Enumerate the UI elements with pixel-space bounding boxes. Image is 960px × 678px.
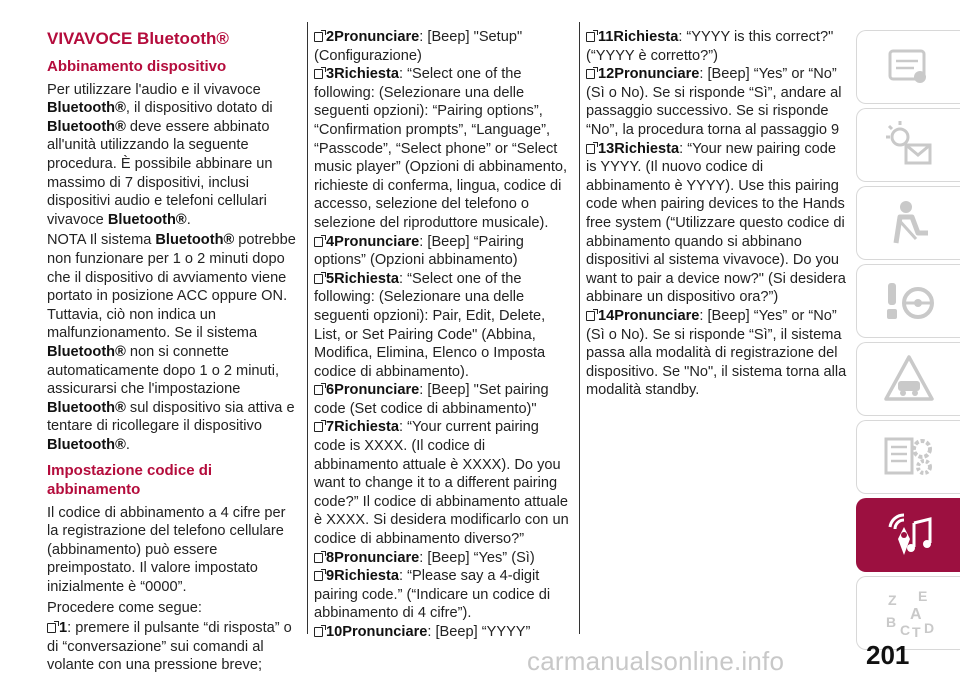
step-marker-icon: [586, 69, 595, 79]
step-12: 12Pronunciare: [Beep] “Yes” or “No” (Sì o No). Se si risponde “Sì”, andare al passaggio successivo. Se si risponde “No”, la procedura torna al passaggio 9: [586, 66, 842, 138]
svg-text:A: A: [909, 606, 922, 623]
step-1: 1: premere il pulsante “di risposta” o di “conversazione” sui comandi al volante con una pressione breve;: [47, 620, 292, 674]
column-2: [314, 28, 569, 642]
step-marker-icon: [47, 623, 56, 633]
step-5: 5Richiesta: “Select one of the following: (Selezionare una delle seguenti opzioni): Pair, Edit, Delete, List, or Set Pairing Code" (Abbina, Modifica, Elimina, Elenco o Imposta codice di abbinamento).: [314, 270, 546, 380]
heading-pairing: Abbinamento dispositivo: [47, 58, 227, 75]
tab-starting-driving[interactable]: [856, 264, 960, 338]
step-11: 11Richiesta: “YYYY is this correct?" (“YYYY è corretto?”): [586, 29, 834, 64]
column-divider: [579, 22, 580, 634]
paragraph-pairing: Per utilizzare l'audio e il vivavoce Bluetooth®, il dispositivo dotato di Bluetooth® deve essere abbinato all'unità utilizzando la seguente procedura. È possibile abbinare un massimo di 7 dispositivi, inclusi dispositivi audio e telefoni cellulari vivavoce Bluetooth®.: [47, 81, 273, 228]
svg-text:E: E: [917, 588, 927, 604]
chapter-tabs: [856, 30, 960, 654]
step-marker-icon: [314, 385, 323, 395]
tab-car-info[interactable]: [856, 30, 960, 104]
svg-text:B: B: [885, 614, 896, 630]
tab-multimedia[interactable]: [856, 498, 960, 572]
step-4: 4Pronunciare: [Beep] “Pairing options” (Opzioni abbinamento): [314, 233, 524, 269]
svg-text:D: D: [923, 620, 934, 636]
step-2: 2Pronunciare: [Beep] "Setup" (Configurazione): [314, 29, 523, 64]
step-8: 8Pronunciare: [Beep] “Yes” (Sì): [314, 549, 569, 568]
step-marker-icon: [314, 69, 323, 79]
step-marker-icon: [314, 274, 323, 284]
car-info-icon: [878, 37, 940, 97]
column-3: [586, 28, 848, 400]
emergency-icon: [878, 349, 940, 409]
step-marker-icon: [586, 32, 595, 42]
step-marker-icon: [314, 553, 323, 563]
svg-text:C: C: [899, 622, 910, 638]
step-9: 9Richiesta: “Please say a 4-digit pairing code.” (“Indicare un codice di abbinamento di 4 cifre”).: [314, 568, 551, 622]
step-3: 3Richiesta: “Select one of the following: (Selezionare una delle seguenti opzioni): “Pairing options”, “Confirmation prompts”, “Language”, “Passcode”, “Select phone” or “Select music player” (Opzioni di abbinamento, richieste di conferma, lingua, codice di accesso, selezione del telefono o selezione del riproduttore musicale).: [314, 66, 568, 231]
step-marker-icon: [314, 571, 323, 581]
safety-icon: [878, 193, 940, 253]
step-14: 14Pronunciare: [Beep] “Yes” or “No” (Sì o No). Se si risponde “Sì”, il sistema passa alla modalità di registrazione del dispositivo. Se "No", il sistema torna alla modalità standby.: [586, 307, 847, 399]
column-divider: [307, 22, 308, 634]
tab-maintenance[interactable]: [856, 420, 960, 494]
paragraph-note: NOTA Il sistema Bluetooth® potrebbe non funzionare per 1 o 2 minuti dopo che il dispositivo di avviamento viene portato in posizione ACC oppure ON. Tuttavia, ciò non indica un malfunzionamento. Se il sistema Bluetooth® non si connette automaticamente dopo 1 o 2 minuti, assicurarsi che l'impostazione Bluetooth® sul dispositivo sia attiva e tentare di ricollegare il dispositivo Bluetooth®.: [47, 232, 296, 453]
step-6: 6Pronunciare: [Beep] "Set pairing code (Set codice di abbinamento)": [314, 382, 549, 417]
step-marker-icon: [314, 422, 323, 432]
svg-text:T: T: [911, 624, 921, 640]
step-marker-icon: [314, 32, 323, 42]
starting-driving-icon: [878, 271, 940, 331]
multimedia-icon: [878, 505, 940, 565]
step-10: 10Pronunciare: [Beep] “YYYY”: [314, 623, 569, 642]
maintenance-icon: [878, 427, 940, 487]
step-7: 7Richiesta: “Your current pairing code is XXXX. (Il codice di abbinamento attuale è XXXX). Do you want to change it to a different pairing code?” Il codice di abbinamento attuale è XXXX. Si desidera modificarlo con un codice di abbinamento diverso?”: [314, 419, 569, 548]
heading-pairing-code: Impostazione codice di abbinamento: [47, 462, 213, 499]
step-marker-icon: [314, 627, 323, 637]
warning-lights-icon: [878, 115, 940, 175]
svg-text:Z: Z: [887, 592, 897, 608]
paragraph-procedure: Procedere come segue:: [47, 599, 202, 616]
step-marker-icon: [314, 237, 323, 247]
tab-index[interactable]: [856, 576, 960, 650]
index-icon: [878, 583, 940, 643]
column-1: [47, 28, 297, 675]
paragraph-code: Il codice di abbinamento a 4 cifre per la registrazione del telefono cellulare (abbinamento) può essere preimpostato. Il valore impostato inizialmente è “0000”.: [47, 504, 286, 596]
watermark: carmanualsonline.info: [527, 646, 785, 676]
page-number: 201: [866, 640, 910, 670]
step-marker-icon: [586, 144, 595, 154]
section-title: VIVAVOCE Bluetooth®: [47, 29, 229, 48]
step-13: 13Richiesta: “Your new pairing code is YYYY. (Il nuovo codice di abbinamento è YYYY). Use this pairing code when pairing devices to the Hands free system (“Utilizzare questo codice di abbinamento quando si abbinano dispositivi al sistema vivavoce). Do you want to pair a device now?" (Si desidera abbinare un dispositivo ora?”): [586, 140, 846, 306]
tab-warning-lights[interactable]: [856, 108, 960, 182]
tab-emergency[interactable]: [856, 342, 960, 416]
tab-safety[interactable]: [856, 186, 960, 260]
step-marker-icon: [586, 311, 595, 321]
